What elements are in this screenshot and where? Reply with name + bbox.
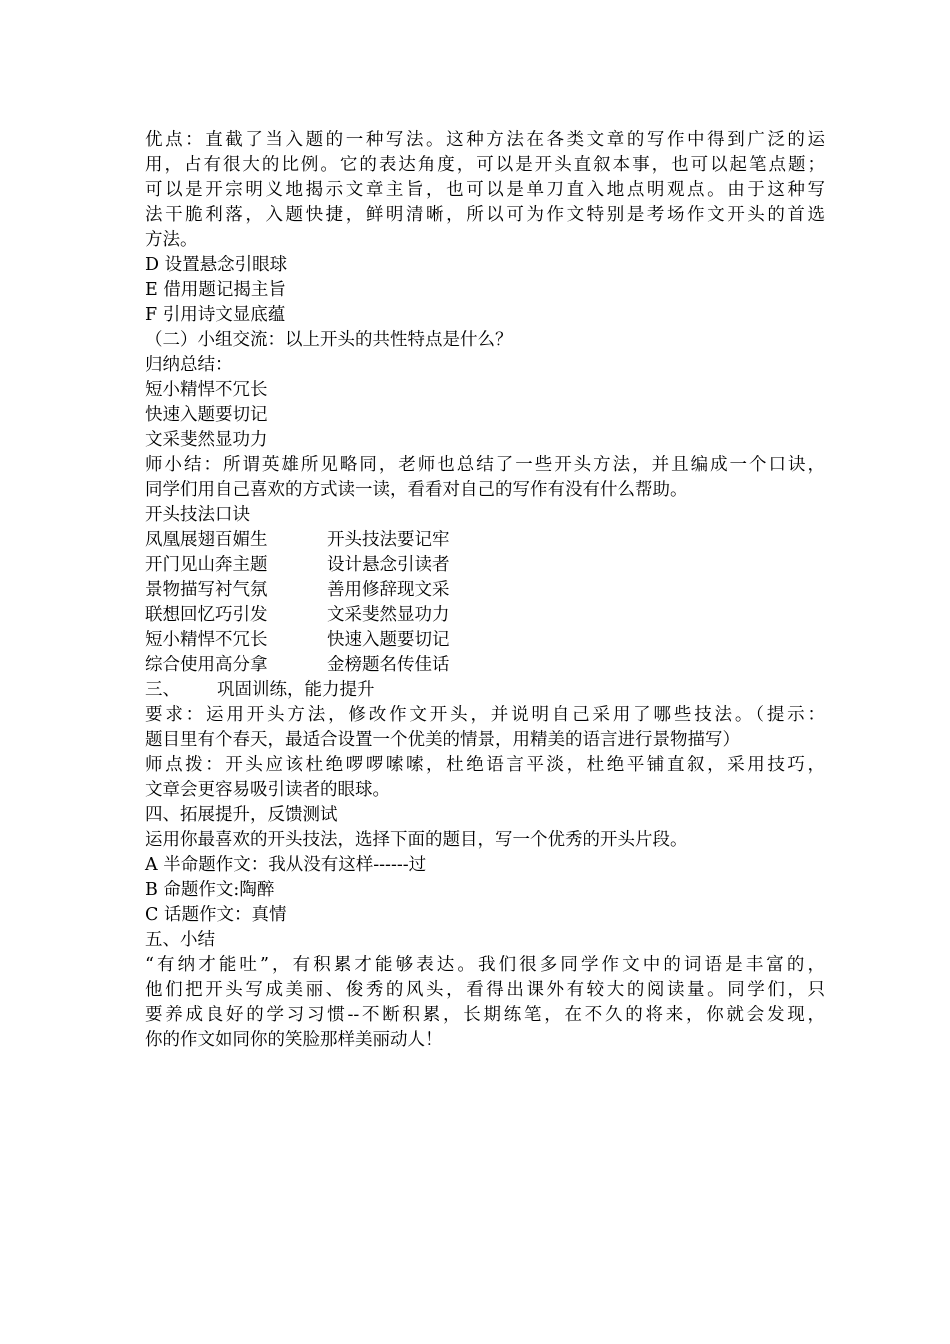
method-item: D 设置悬念引眼球 — [145, 255, 288, 275]
group-question: （二）小组交流：以上开头的共性特点是什么？ — [145, 330, 513, 350]
topic-item: C 话题作文：真情 — [145, 905, 287, 925]
methods-list — [145, 253, 825, 328]
rhyme-right: 文采斐然显功力 — [327, 605, 450, 625]
section-number: 三、 — [145, 680, 180, 700]
rhyme-left: 开门见山奔主题 — [145, 555, 268, 575]
topics-list — [145, 853, 825, 928]
section-title: 巩固训练，能力提升 — [217, 680, 375, 700]
rhyme-right: 善用修辞现文采 — [327, 580, 450, 600]
summary-title: 归纳总结： — [145, 355, 233, 375]
text-line: 法干脆利落，入题快捷，鲜明清晰，所以可为作文特别是考场作文开头的首选 — [145, 205, 825, 225]
rhyme-row — [145, 628, 825, 653]
text-line: 文章会更容易吸引读者的眼球。 — [145, 780, 390, 800]
text-line: 要求：运用开头方法，修改作文开头，并说明自己采用了哪些技法。（提示： — [145, 705, 825, 725]
rhyme-right: 快速入题要切记 — [327, 630, 450, 650]
text-line: 同学们用自己喜欢的方式读一读，看看对自己的写作有没有什么帮助。 — [145, 480, 688, 500]
rhyme-title: 开头技法口诀 — [145, 505, 250, 525]
teacher-tip — [145, 753, 825, 803]
summary-list — [145, 378, 825, 453]
text-line: 方法。 — [145, 230, 198, 250]
topic-item: A 半命题作文：我从没有这样------过 — [145, 855, 427, 875]
text-line: 题目里有个春天，最适合设置一个优美的情景，用精美的语言进行景物描写） — [145, 730, 740, 750]
section-5-heading: 五、小结 — [145, 930, 215, 950]
teacher-summary — [145, 453, 825, 503]
conclusion-paragraph — [145, 953, 825, 1053]
summary-item: 文采斐然显功力 — [145, 430, 268, 450]
text-line: “有纳才能吐”，有积累才能够表达。我们很多同学作文中的词语是丰富的， — [145, 955, 825, 975]
rhyme-left: 凤凰展翅百媚生 — [145, 530, 268, 550]
text-line: 用，占有很大的比例。它的表达角度，可以是开头直叙本事，也可以起笔点题； — [145, 155, 825, 175]
rhyme-left: 联想回忆巧引发 — [145, 605, 268, 625]
text-line: 你的作文如同你的笑脸那样美丽动人！ — [145, 1030, 443, 1050]
rhyme-table — [145, 528, 825, 678]
topic-item: B 命题作文:陶醉 — [145, 880, 275, 900]
section-4-instruction: 运用你最喜欢的开头技法，选择下面的题目，写一个优秀的开头片段。 — [145, 830, 688, 850]
method-item: F 引用诗文显底蕴 — [145, 305, 286, 325]
rhyme-right: 设计悬念引读者 — [327, 555, 450, 575]
section-3-heading — [145, 678, 825, 703]
rhyme-row — [145, 653, 825, 678]
rhyme-row — [145, 528, 825, 553]
text-line: 可以是开宗明义地揭示文章主旨，也可以是单刀直入地点明观点。由于这种写 — [145, 180, 825, 200]
requirement-paragraph — [145, 703, 825, 753]
rhyme-left: 景物描写衬气氛 — [145, 580, 268, 600]
text-line: 优点：直截了当入题的一种写法。这种方法在各类文章的写作中得到广泛的运 — [145, 130, 825, 150]
summary-item: 短小精悍不冗长 — [145, 380, 268, 400]
document-page — [145, 128, 825, 1053]
text-line: 他们把开头写成美丽、俊秀的风头，看得出课外有较大的阅读量。同学们，只 — [145, 980, 825, 1000]
rhyme-row — [145, 578, 825, 603]
rhyme-row — [145, 603, 825, 628]
rhyme-left: 综合使用高分拿 — [145, 655, 268, 675]
text-line: 师点拨：开头应该杜绝啰啰嗦嗦，杜绝语言平淡，杜绝平铺直叙，采用技巧， — [145, 755, 825, 775]
rhyme-left: 短小精悍不冗长 — [145, 630, 268, 650]
rhyme-row — [145, 553, 825, 578]
rhyme-right: 开头技法要记牢 — [327, 530, 450, 550]
rhyme-right: 金榜题名传佳话 — [327, 655, 450, 675]
text-line: 要养成良好的学习习惯--不断积累，长期练笔，在不久的将来，你就会发现， — [145, 1005, 825, 1025]
intro-paragraph — [145, 128, 825, 253]
section-4-heading: 四、拓展提升，反馈测试 — [145, 805, 338, 825]
summary-item: 快速入题要切记 — [145, 405, 268, 425]
method-item: E 借用题记揭主旨 — [145, 280, 286, 300]
text-line: 师小结：所谓英雄所见略同，老师也总结了一些开头方法，并且编成一个口诀， — [145, 455, 825, 475]
